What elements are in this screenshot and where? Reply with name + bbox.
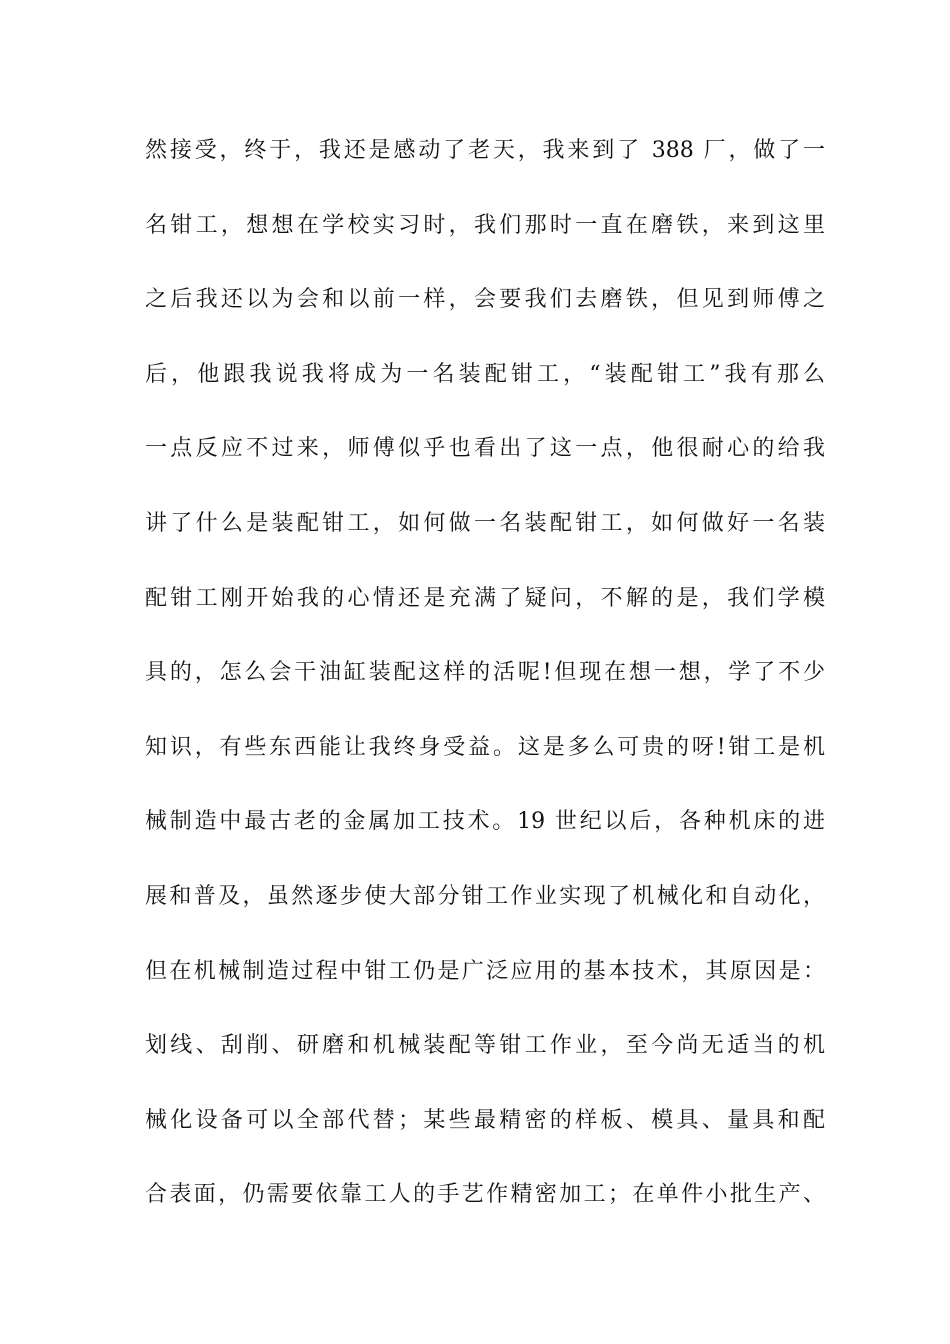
text-line-12: 但在机械制造过程中钳工仍是广泛应用的基本技术，其原因是： — [145, 958, 825, 984]
text-line-1: 然接受，终于，我还是感动了老天，我来到了 388 厂，做了一 — [145, 138, 825, 163]
text-line-7: 配钳工刚开始我的心情还是充满了疑问，不解的是，我们学模 — [145, 585, 825, 611]
text-line-9: 知识，有些东西能让我终身受益。这是多么可贵的呀!钳工是机 — [145, 734, 825, 760]
text-line-4: 后，他跟我说我将成为一名装配钳工，“装配钳工”我有那么 — [145, 361, 825, 387]
text-line-8: 具的，怎么会干油缸装配这样的活呢!但现在想一想，学了不少 — [145, 660, 825, 686]
text-line-6: 讲了什么是装配钳工，如何做一名装配钳工，如何做好一名装 — [145, 510, 825, 536]
body-text — [145, 128, 825, 1247]
text-line-13: 划线、刮削、研磨和机械装配等钳工作业，至今尚无适当的机 — [145, 1033, 825, 1059]
text-line-5: 一点反应不过来，师傅似乎也看出了这一点，他很耐心的给我 — [145, 436, 825, 462]
text-line-11: 展和普及，虽然逐步使大部分钳工作业实现了机械化和自动化， — [145, 883, 825, 909]
text-line-14: 械化设备可以全部代替；某些最精密的样板、模具、量具和配 — [145, 1107, 825, 1133]
text-line-2: 名钳工，想想在学校实习时，我们那时一直在磨铁，来到这里 — [145, 212, 825, 238]
text-line-3: 之后我还以为会和以前一样，会要我们去磨铁，但见到师傅之 — [145, 287, 825, 313]
text-line-10: 械制造中最古老的金属加工技术。19 世纪以后，各种机床的进 — [145, 809, 825, 835]
text-line-15: 合表面，仍需要依靠工人的手艺作精密加工；在单件小批生产、 — [145, 1182, 825, 1208]
